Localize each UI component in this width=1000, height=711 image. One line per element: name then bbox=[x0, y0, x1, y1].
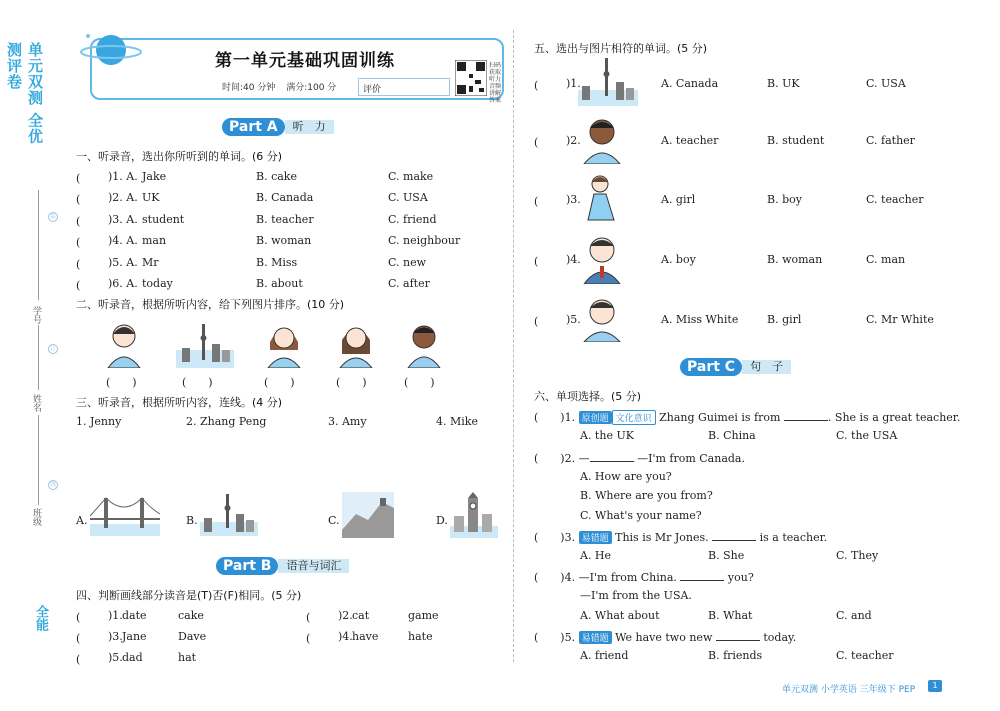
item-number: )1. bbox=[566, 77, 581, 90]
girl-picture bbox=[336, 320, 376, 368]
word-2: hat bbox=[178, 651, 197, 664]
option-c[interactable]: C. new bbox=[388, 255, 427, 269]
golden-gate-bridge-picture bbox=[90, 494, 160, 536]
word-2: hate bbox=[408, 630, 433, 643]
item-number: )4. A. bbox=[108, 234, 138, 248]
part-c-label: Part C bbox=[680, 358, 742, 376]
option-a[interactable]: A. What about bbox=[580, 609, 660, 622]
word-1: dad bbox=[122, 651, 143, 664]
boy-dark-picture bbox=[404, 320, 444, 368]
option-c[interactable]: C. teacher bbox=[836, 649, 894, 662]
option-a[interactable]: A. He bbox=[580, 549, 612, 562]
word-1: date bbox=[122, 609, 147, 622]
page-title: 第一单元基础巩固训练 bbox=[215, 51, 395, 71]
option-a[interactable]: A. the UK bbox=[580, 429, 634, 442]
option-b[interactable]: B. woman bbox=[256, 234, 312, 248]
option-a[interactable]: student bbox=[142, 212, 185, 226]
part-b-label: Part B bbox=[216, 557, 278, 575]
fill-line bbox=[38, 325, 39, 390]
option-c[interactable]: C. man bbox=[866, 253, 906, 266]
fold-mark: 线 bbox=[49, 481, 56, 488]
paren-open[interactable]: ( bbox=[76, 611, 103, 624]
label-name: 姓名 bbox=[31, 394, 41, 412]
item-number: )6. A. bbox=[108, 277, 138, 290]
option-b[interactable]: B. teacher bbox=[256, 212, 314, 226]
option-c[interactable]: C. What's your name? bbox=[580, 509, 702, 522]
paren-open[interactable]: ( bbox=[306, 632, 333, 645]
exam-info bbox=[222, 80, 344, 93]
answer-blank[interactable] bbox=[590, 452, 634, 462]
option-b[interactable]: B. UK bbox=[767, 77, 800, 90]
part-b-banner bbox=[216, 557, 349, 575]
option-b[interactable]: B. student bbox=[767, 134, 825, 147]
option-a[interactable]: A. girl bbox=[661, 193, 696, 206]
paren-open[interactable]: ( bbox=[76, 193, 103, 207]
answer-blank[interactable] bbox=[716, 631, 760, 641]
student-boy-picture bbox=[580, 114, 624, 164]
option-b[interactable]: B. friends bbox=[708, 649, 763, 662]
word-1: Jane bbox=[122, 630, 147, 643]
option-b[interactable]: B. woman bbox=[767, 253, 823, 266]
question-5: ( )5. 易错题 We have two new today. bbox=[534, 631, 797, 644]
option-a[interactable]: man bbox=[142, 234, 167, 248]
part-a-banner bbox=[222, 118, 334, 136]
fold-mark: 订 bbox=[49, 345, 56, 352]
match-name: 3. Amy bbox=[328, 415, 367, 428]
option-b[interactable]: B. What bbox=[708, 609, 753, 622]
paren-open[interactable]: ( bbox=[76, 279, 103, 292]
option-b[interactable]: B. boy bbox=[767, 193, 802, 206]
paren-open[interactable]: ( bbox=[76, 236, 103, 250]
question-3: ( )3. 易错题 This is Mr Jones. is a teacher. bbox=[534, 531, 828, 544]
paren-open[interactable]: ( bbox=[76, 257, 103, 271]
word-1: have bbox=[352, 630, 379, 643]
answer-blank[interactable] bbox=[712, 531, 756, 541]
fill-line bbox=[38, 415, 39, 505]
option-c[interactable]: C. Mr White bbox=[866, 313, 934, 326]
paren-open[interactable]: ( bbox=[534, 136, 561, 149]
answer-blank[interactable]: ( ) bbox=[182, 376, 213, 389]
option-c[interactable]: C. make bbox=[388, 170, 434, 183]
page-number: 1 bbox=[928, 680, 942, 692]
match-name: 4. Mike bbox=[436, 415, 478, 428]
label-student-number: 学号 bbox=[31, 306, 41, 324]
culture-tag: 文化意识 bbox=[612, 410, 656, 425]
option-b[interactable]: B. Miss bbox=[256, 255, 298, 269]
part-c-name: 句 子 bbox=[742, 360, 791, 374]
option-c[interactable]: C. friend bbox=[388, 212, 437, 226]
paren-open[interactable]: ( bbox=[534, 79, 561, 92]
option-c[interactable]: C. father bbox=[866, 134, 915, 147]
girl-picture bbox=[580, 172, 620, 224]
city-skyline-picture bbox=[176, 320, 234, 368]
item-number: )2. bbox=[566, 134, 581, 147]
man-picture bbox=[580, 232, 624, 284]
footer-text: 单元双测 小学英语 三年级下 PEP bbox=[782, 685, 916, 695]
item-number: )3. A. bbox=[108, 212, 138, 226]
option-a[interactable]: Jake bbox=[142, 170, 167, 183]
item-number: )5. bbox=[566, 313, 581, 326]
option-a[interactable]: today bbox=[142, 277, 173, 290]
evaluation-box: 评价 bbox=[358, 78, 450, 96]
part-b-name: 语音与词汇 bbox=[278, 559, 349, 573]
option-c[interactable]: C. neighbour bbox=[388, 234, 461, 248]
item-number: )2. A. bbox=[108, 191, 138, 205]
word-2: Dave bbox=[178, 630, 207, 643]
option-a[interactable]: A. Miss White bbox=[661, 313, 739, 326]
option-label: B. bbox=[186, 514, 198, 527]
option-a[interactable]: A. boy bbox=[661, 253, 696, 266]
option-b[interactable]: B. Canada bbox=[256, 191, 314, 205]
part-c-banner bbox=[680, 358, 791, 376]
paren-open[interactable]: ( bbox=[76, 214, 103, 228]
big-ben-picture bbox=[450, 492, 498, 538]
item-number: )4. bbox=[566, 253, 581, 266]
man-picture bbox=[580, 294, 624, 342]
item-number: )5. A. bbox=[108, 255, 138, 269]
brand-logo-bottom: 全能 bbox=[33, 605, 48, 631]
great-wall-picture bbox=[342, 492, 394, 538]
item-number: )4. bbox=[338, 630, 353, 643]
word-2: cake bbox=[178, 609, 204, 622]
item-number: )1. bbox=[108, 609, 123, 622]
question-2: ( )2. — —I'm from Canada. bbox=[534, 452, 745, 465]
section-1-title: 一、听录音，选出你所听到的单词。(6 分) bbox=[76, 150, 283, 163]
item-number: )3. bbox=[108, 630, 123, 643]
paren-open[interactable]: ( bbox=[534, 315, 561, 328]
option-c[interactable]: C. teacher bbox=[866, 193, 924, 206]
word-2: game bbox=[408, 609, 439, 622]
option-c[interactable]: C. and bbox=[836, 609, 872, 622]
option-c[interactable]: C. They bbox=[836, 549, 879, 562]
answer-blank[interactable]: ( ) bbox=[264, 376, 295, 389]
option-b[interactable]: B. about bbox=[256, 277, 303, 290]
option-b[interactable]: B. China bbox=[708, 429, 756, 442]
option-label: D. bbox=[436, 514, 448, 527]
column-divider bbox=[513, 30, 514, 662]
option-c[interactable]: C. after bbox=[388, 277, 430, 290]
answer-blank[interactable]: ( ) bbox=[106, 376, 137, 389]
section-2-title: 二、听录音，根据所听内容，给下列图片排序。(10 分) bbox=[76, 298, 345, 311]
option-b[interactable]: B. cake bbox=[256, 170, 297, 183]
option-b[interactable]: B. She bbox=[708, 549, 745, 562]
item-number: )5. bbox=[108, 651, 123, 664]
item-number: )1. A. bbox=[108, 170, 138, 183]
match-name: 1. Jenny bbox=[76, 415, 122, 428]
cn-tower-picture bbox=[200, 494, 258, 536]
option-a[interactable]: UK bbox=[142, 191, 160, 205]
paren-open[interactable]: ( bbox=[76, 172, 103, 185]
time-limit: 时间:40 分钟 bbox=[222, 83, 276, 93]
label-class: 班级 bbox=[31, 508, 41, 526]
option-a[interactable]: A. How are you? bbox=[580, 470, 672, 483]
qr-caption: 扫码获取听力音频讲解答案 bbox=[489, 62, 502, 104]
option-b[interactable]: B. girl bbox=[767, 313, 802, 326]
error-prone-tag: 易错题 bbox=[579, 631, 612, 644]
section-4-title: 四、判断画线部分读音是(T)否(F)相同。(5 分) bbox=[76, 589, 302, 602]
answer-blank[interactable] bbox=[680, 571, 724, 581]
fill-line bbox=[38, 190, 39, 300]
section-3-title: 三、听录音，根据所听内容，连线。(4 分) bbox=[76, 396, 283, 409]
boy-picture bbox=[104, 320, 144, 368]
question-4: ( )4. —I'm from China. you? bbox=[534, 571, 754, 584]
option-a[interactable]: Mr bbox=[142, 255, 159, 269]
paren-open[interactable]: ( bbox=[306, 611, 333, 624]
option-b[interactable]: B. Where are you from? bbox=[580, 489, 713, 502]
answer-blank[interactable]: ( ) bbox=[404, 376, 435, 389]
part-a-label: Part A bbox=[222, 118, 285, 136]
paren-open[interactable]: ( bbox=[534, 255, 561, 268]
option-a[interactable]: A. teacher bbox=[661, 134, 719, 147]
answer-blank[interactable]: ( ) bbox=[336, 376, 367, 389]
paren-open[interactable]: ( bbox=[76, 653, 103, 666]
woman-picture bbox=[264, 320, 304, 368]
fold-mark: 装 bbox=[49, 213, 56, 220]
paren-open[interactable]: ( bbox=[534, 195, 561, 208]
option-label: A. bbox=[76, 514, 88, 527]
item-number: )3. bbox=[566, 193, 581, 206]
question-1: ( )1. 原创题 文化意识 Zhang Guimei is from . She is a great teacher. bbox=[534, 411, 961, 424]
brand-vertical: 单元双测 全优测评卷 bbox=[5, 42, 44, 145]
option-c[interactable]: C. USA bbox=[388, 191, 428, 205]
planet-icon bbox=[78, 30, 144, 70]
original-tag: 原创题 bbox=[579, 411, 612, 424]
option-label: C. bbox=[328, 514, 340, 527]
item-number: )2. bbox=[338, 609, 353, 622]
option-c[interactable]: C. the USA bbox=[836, 429, 898, 442]
error-prone-tag: 易错题 bbox=[579, 531, 612, 544]
qr-code-icon bbox=[455, 60, 487, 96]
part-a-name: 听 力 bbox=[285, 120, 334, 134]
word-1: cat bbox=[352, 609, 370, 622]
answer-blank[interactable] bbox=[784, 411, 828, 421]
option-a[interactable]: A. friend bbox=[580, 649, 629, 662]
match-name: 2. Zhang Peng bbox=[186, 415, 267, 428]
full-score: 满分:100 分 bbox=[286, 83, 337, 93]
paren-open: ( bbox=[534, 411, 561, 424]
section-5-title: 五、选出与图片相符的单词。(5 分) bbox=[534, 42, 708, 55]
question-4-reply: —I'm from the USA. bbox=[580, 589, 692, 602]
paren-open[interactable]: ( bbox=[76, 632, 103, 645]
option-c[interactable]: C. USA bbox=[866, 77, 906, 90]
option-a[interactable]: A. Canada bbox=[661, 77, 719, 90]
section-6-title: 六、单项选择。(5 分) bbox=[534, 390, 642, 403]
cn-tower-picture bbox=[578, 58, 638, 106]
